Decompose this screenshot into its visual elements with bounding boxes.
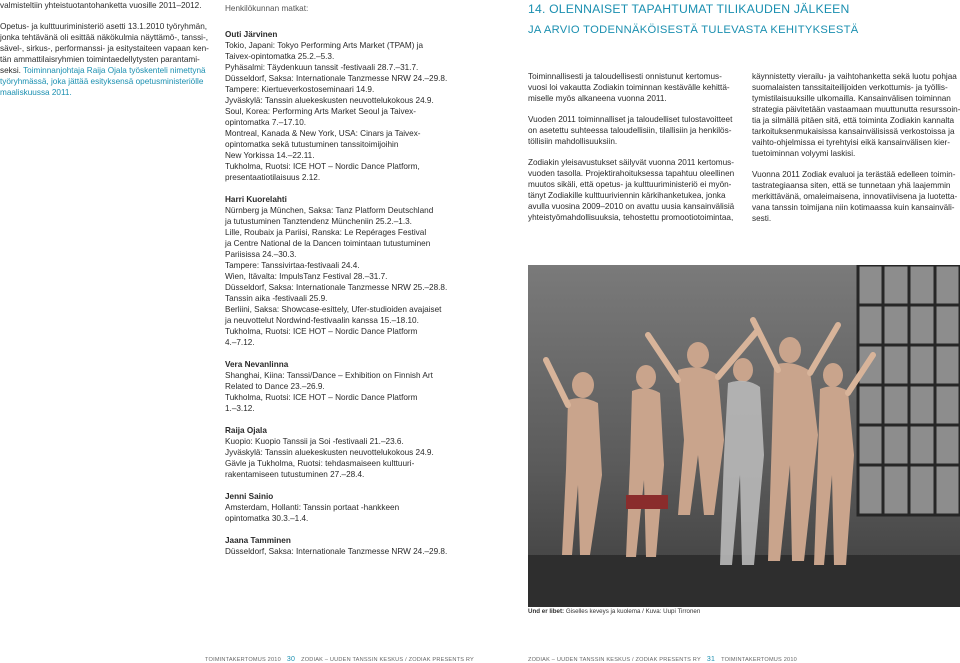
footer-report-title: TOIMINTAKERTOMUS 2010 (721, 657, 797, 663)
footer-report-title: TOIMINTAKERTOMUS 2010 (205, 657, 281, 663)
people-list (225, 29, 448, 557)
person-name: Outi Järvinen (225, 30, 278, 39)
section-subtitle: JA ARVIO TODENNÄKÖISESTÄ TULEVASTA KEHITYKSESTÄ (528, 24, 859, 36)
text-line: tuetoiminnan volyymi laskisi. (752, 149, 856, 158)
text-line: suomalaisten tanssitaiteilijoiden verkottumis- ja työllis- (752, 83, 948, 92)
highlighted-text-line: työryhmässä, joka jättää esityksensä opetusministeriölle (0, 77, 204, 86)
column-body-left (528, 71, 740, 233)
dance-photo-illustration (528, 265, 960, 607)
text-line: vana tanssin toimijana niin kotimaassa kuin kansainväli- (752, 203, 955, 212)
travel-entry: Düsseldorf, Saksa: Internationale Tanzmesse NRW 24.–29.8. (225, 74, 448, 83)
person-travel-block (225, 425, 437, 480)
caption-label: Und er libet: (528, 608, 565, 615)
text-line: merkittävänä, omaleimaisena, innovatiivisena ja luotetta- (752, 192, 958, 201)
travel-entry: opintomatka 7.–17.10. (225, 118, 307, 127)
text-line: miselle myös alkaneena vuonna 2011. (528, 94, 667, 103)
travel-entry: Gävle ja Tukholma, Ruotsi: tehdasmaiseen kulttuuri- (225, 459, 415, 468)
page-number-right: 31 (706, 656, 716, 663)
text-line: vaihto-ohjelmissa ei tyrehtyisi eikä kansainvälisen kier- (752, 138, 950, 147)
body-paragraph (752, 71, 960, 159)
travel-entry: Shanghai, Kiina: Tanssi/Dance – Exhibition on Finnish Art (225, 371, 433, 380)
text-line (0, 65, 208, 76)
person-travel-block (225, 535, 448, 557)
travel-entry: Wien, Itävalta: ImpulsTanz Festival 28.–31.7. (225, 272, 388, 281)
text-line: jonka tehtävänä oli esittää näkökulmia näyttämö-, tanssi-, (0, 33, 208, 42)
person-name: Vera Nevanlinna (225, 360, 289, 369)
text-line: on asetettu suhteessa taloudellisiin, tilallisiin ja henkilös- (528, 126, 732, 135)
travel-entry: presentaatiotilaisuus 2.12. (225, 173, 321, 182)
text-line: Vuonna 2011 Zodiak evaluoi ja terästää edelleen toimin- (752, 170, 956, 179)
footer-organization: ZODIAK – UUDEN TANSSIN KESKUS / ZODIAK PRESENTS RY (528, 657, 701, 663)
travel-entry: Soul, Korea: Performing Arts Market Seoul ja Taivex- (225, 107, 416, 116)
person-travel-block (225, 29, 448, 183)
text-line: tän ammattilaisryhmien toimintaedellytysten parantami- (0, 55, 200, 64)
text-line: tastrategiaansa siten, että se tunnetaan yhä laajemmin (752, 181, 951, 190)
travel-entry: rakentamiseen tutustuminen 27.–28.4. (225, 470, 365, 479)
text-line: sävel-, sirkus-, performanssi- ja esitystaiteen vapaan ken- (0, 44, 209, 53)
paragraph-intro (0, 0, 208, 11)
text-line: Vuoden 2011 toiminnalliset ja taloudelliset tulostavoitteet (528, 115, 733, 124)
travel-entry: Düsseldorf, Saksa: Internationale Tanzmesse NRW 24.–29.8. (225, 547, 448, 556)
text-line: strategia päivitetään vastaamaan muuttunutta resurssoin- (752, 105, 960, 114)
travel-entry: Nürnberg ja München, Saksa: Tanz Platform Deutschland (225, 206, 434, 215)
column-body-right (752, 71, 960, 234)
travel-entry: Kuopio: Kuopio Tanssii ja Soi -festivaali 21.–23.6. (225, 437, 404, 446)
text-line: vuosi loi vakautta Zodiakin toiminnan kestävälle kehittä- (528, 83, 730, 92)
person-name: Jaana Tamminen (225, 536, 291, 545)
person-travel-block (225, 359, 437, 414)
text-line: tänyt Zodiakille kulttuuriviennin kärkihanketukea, jonka (528, 191, 726, 200)
person-name: Raija Ojala (225, 426, 267, 435)
text-line: yhteistyömahdollisuuksia, tehostettu promootiotoimintaa, (528, 213, 734, 222)
travel-entry: Related to Dance 23.–26.9. (225, 382, 325, 391)
dance-photo (528, 265, 960, 607)
travel-entry: opintomatka 30.3.–1.4. (225, 514, 309, 523)
travel-entry: ja Centre National de la Dancen toimintaan tutustuminen (225, 239, 431, 248)
section-heading: Henkilökunnan matkat: (225, 4, 309, 13)
travel-entry: Montreal, Kanada & New York, USA: Cinars ja Taivex- (225, 129, 421, 138)
text-line: käynnistetty vierailu- ja vaihtohanketta sekä luotu pohjaa (752, 72, 957, 81)
highlighted-text: Toiminnanjohtaja Raija Ojala työskenteli nimettynä (23, 66, 206, 75)
travel-entry: opintomatka sekä tutustuminen tanssitoimijoihin (225, 140, 399, 149)
text-line: muutos sikäli, että opetus- ja kulttuuriministeriö ei myön- (528, 180, 732, 189)
travel-entry: Lille, Roubaix ja Pariisi, Ranska: Le Repérages Festival (225, 228, 427, 237)
person-travel-block (225, 194, 448, 348)
column-staff-travels (225, 3, 448, 568)
travel-entry: Pyhäsalmi: Täydenkuun tanssit -festivaali 28.7.–31.7. (225, 63, 419, 72)
text-line: Toiminnallisesti ja taloudellisesti onnistunut kertomus- (528, 72, 722, 81)
travel-entry: Düsseldorf, Saksa: Internationale Tanzmesse NRW 25.–28.8. (225, 283, 448, 292)
person-travel-block (225, 491, 437, 524)
person-name: Harri Kuorelahti (225, 195, 287, 204)
travel-entry: Berliini, Saksa: Showcase-esittely, Ufer-studioiden avajaiset (225, 305, 442, 314)
text-line: avulla vuosina 2009–2010 on avattu uusia kansainvälisiä (528, 202, 735, 211)
travel-entry: Taivex-opintomatka 25.2.–5.3. (225, 52, 335, 61)
column-left-text (0, 0, 208, 108)
text-line: tymistilaisuuksille ulkomailla. Kansainvälisen toiminnan (752, 94, 951, 103)
text-line: Opetus- ja kulttuuriministeriö asetti 13.1.2010 työryhmän, (0, 22, 208, 31)
travel-entry: Pariisissa 24.–30.3. (225, 250, 297, 259)
travel-entry: Tampere: Tanssivirtaa-festivaali 24.4. (225, 261, 360, 270)
travel-entry: Tokio, Japani: Tokyo Performing Arts Market (TPAM) ja (225, 41, 424, 50)
text-line: sesti. (752, 214, 772, 223)
travel-entry: ja neuvottelut Nordwind-festivaalin kanssa 15.–18.10. (225, 316, 419, 325)
travel-entry: Tukholma, Ruotsi: ICE HOT – Nordic Dance Platform (225, 327, 418, 336)
travel-entry: Tampere: Kiertueverkostoseminaari 14.9. (225, 85, 375, 94)
travel-entry: 1.–3.12. (225, 404, 255, 413)
travel-entry: Tukholma, Ruotsi: ICE HOT – Nordic Dance Platform (225, 393, 418, 402)
travel-entry: Jyväskylä: Tanssin aluekeskusten neuvottelukokous 24.9. (225, 96, 434, 105)
text-line: vuoden tasolla. Projektirahoituksessa tapahtuu oleellinen (528, 169, 735, 178)
section-title: 14. OLENNAISET TAPAHTUMAT TILIKAUDEN JÄLKEEN (528, 2, 850, 16)
page-number-left: 30 (286, 656, 296, 663)
text-line: valmisteltiin yhteistuotantohanketta vuosille 2011–2012. (0, 1, 202, 10)
travel-entry: Amsterdam, Hollanti: Tanssin portaat -hankkeen (225, 503, 400, 512)
footer-organization: ZODIAK – UUDEN TANSSIN KESKUS / ZODIAK PRESENTS RY (301, 657, 474, 663)
text-segment: seksi. (0, 66, 24, 75)
text-line: töllisiin mahdollisuuksiin. (528, 137, 618, 146)
caption-text: Giselles keveys ja kuolema / Kuva: Uupi Tirronen (564, 608, 701, 615)
body-paragraph (528, 71, 740, 104)
travel-entry: ja tutustuminen Tanztendenz Müncheniin 25.2.–1.3. (225, 217, 412, 226)
travel-entry: Tukholma, Ruotsi: ICE HOT – Nordic Dance Platform, (225, 162, 420, 171)
photo-caption (528, 608, 700, 615)
body-paragraph (528, 157, 740, 223)
travel-entry: 4.–7.12. (225, 338, 255, 347)
paragraph-workgroup (0, 21, 208, 98)
person-name: Jenni Sainio (225, 492, 274, 501)
highlighted-text-line: maaliskuussa 2011. (0, 88, 72, 97)
travel-entry: Tanssin aika -festivaali 25.9. (225, 294, 328, 303)
body-paragraph (752, 169, 960, 224)
text-line: tia ja silmällä pitäen sitä, että toiminta Zodiakin kannalta (752, 116, 955, 125)
text-line: tarkoituksenmukaisissa kansainvälisissä verkostoissa ja (752, 127, 955, 136)
body-paragraph (528, 114, 740, 147)
travel-entry: Jyväskylä: Tanssin aluekeskusten neuvottelukokous 24.9. (225, 448, 434, 457)
text-line: Zodiakin yleisavustukset säilyvät vuonna 2011 kertomus- (528, 158, 735, 167)
travel-entry: New Yorkissa 14.–22.11. (225, 151, 315, 160)
